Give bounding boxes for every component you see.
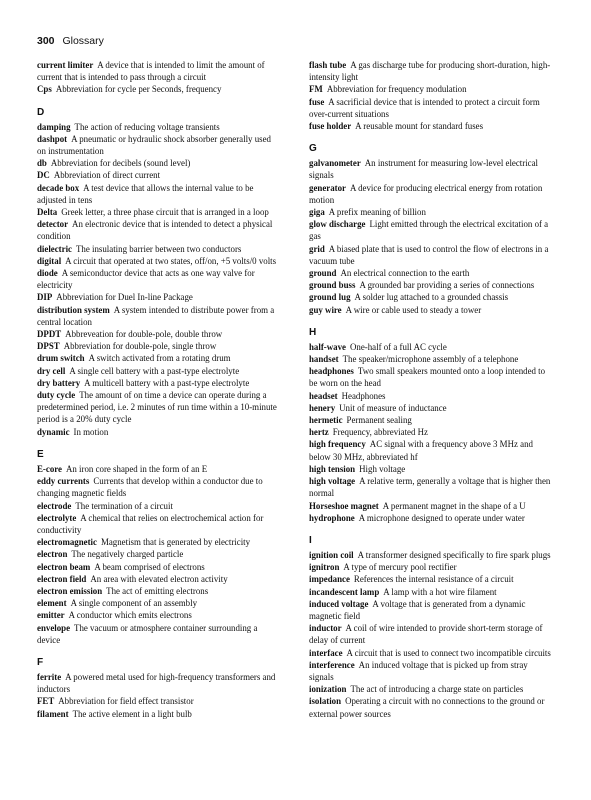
glossary-definition: A type of mercury pool rectifier — [343, 562, 457, 573]
glossary-definition: A prefix meaning of billion — [328, 207, 426, 218]
glossary-term: ground buss — [309, 280, 356, 291]
glossary-entry — [37, 548, 281, 560]
glossary-term: grid — [309, 243, 325, 254]
glossary-definition: Operating a circuit with no connections to the ground or external power sources — [309, 696, 545, 719]
glossary-entry — [37, 206, 281, 218]
glossary-entry — [37, 182, 281, 206]
glossary-definition: A test device that allows the internal value to be adjusted in tens — [37, 182, 254, 205]
glossary-definition: In motion — [73, 426, 109, 437]
glossary-definition: A lamp with a hot wire filament — [383, 586, 497, 597]
glossary-entry — [37, 585, 281, 597]
glossary-term: dashpot — [37, 133, 68, 144]
glossary-definition: Light emitted through the electrical excitation of a gas — [309, 219, 549, 242]
glossary-entry — [309, 59, 553, 83]
glossary-term: electron emission — [37, 585, 103, 596]
glossary-term: Horseshoe magnet — [309, 500, 379, 511]
glossary-term: Delta — [37, 207, 58, 218]
glossary-term: handset — [309, 354, 339, 365]
glossary-entry — [309, 341, 553, 353]
glossary-entry — [37, 291, 281, 303]
glossary-definition: A circuit that is used to connect two incompatible circuits — [346, 647, 551, 658]
glossary-entry — [37, 389, 281, 426]
glossary-entry — [37, 352, 281, 364]
glossary-definition: Abbreveation for double-pole, double throw — [65, 329, 223, 340]
glossary-definition: An induced voltage that is picked up from stray signals — [309, 659, 528, 682]
glossary-definition: A device that is intended to limit the amount of current that is intended to pass through a circuit — [37, 60, 265, 83]
glossary-term: eddy currents — [37, 476, 90, 487]
glossary-term: half-wave — [309, 341, 346, 352]
glossary-term: electrode — [37, 500, 72, 511]
section-heading: G — [309, 143, 317, 155]
glossary-term: DPDT — [37, 329, 62, 340]
glossary-entry — [37, 536, 281, 548]
glossary-entry — [309, 426, 553, 438]
glossary-definition: The vacuum or atmosphere container surrounding a device — [37, 622, 258, 645]
glossary-definition: A beam comprised of electrons — [94, 561, 205, 572]
glossary-column-left — [37, 59, 281, 720]
glossary-term: damping — [37, 121, 71, 132]
glossary-term: fuse — [309, 96, 325, 107]
glossary-entry — [309, 243, 553, 267]
glossary-term: dry cell — [37, 365, 66, 376]
glossary-term: impedance — [309, 574, 350, 585]
glossary-definition: One-half of a full AC cycle — [349, 341, 447, 352]
glossary-definition: A semiconductor device that acts as one way valve for electricity — [37, 268, 255, 291]
glossary-entry — [37, 83, 281, 95]
glossary-definition: A single component of an assembly — [70, 598, 198, 609]
glossary-term: DC — [37, 170, 50, 181]
glossary-definition: Abbreviation for decibels (sound level) — [50, 158, 191, 169]
glossary-definition: A chemical that relies on electrochemical action for conductivity — [37, 512, 264, 535]
glossary-term: decade box — [37, 182, 80, 193]
glossary-entry — [37, 695, 281, 707]
glossary-term: headphones — [309, 366, 354, 377]
glossary-entry — [309, 549, 553, 561]
section-heading: D — [37, 106, 45, 118]
glossary-definition: A solder lug attached to a grounded chassis — [354, 292, 509, 303]
glossary-term: ferrite — [37, 671, 62, 682]
glossary-term: digital — [37, 255, 62, 266]
glossary-entry — [309, 304, 553, 316]
glossary-term: electron beam — [37, 561, 91, 572]
glossary-term: electron — [37, 549, 68, 560]
glossary-definition: A powered metal used for high-frequency transformers and inductors — [37, 671, 276, 695]
glossary-term: ionization — [309, 684, 347, 695]
glossary-definition: The action of reducing voltage transients — [74, 121, 220, 132]
glossary-entry — [37, 500, 281, 512]
glossary-term: filament — [37, 708, 69, 719]
glossary-definition: A reusable mount for standard fuses — [355, 121, 484, 132]
glossary-term: guy wire — [309, 304, 342, 315]
glossary-term: distribution system — [37, 304, 110, 315]
glossary-definition: Currents that develop within a conductor due to changing magnetic fields — [37, 476, 263, 499]
glossary-term: dynamic — [37, 426, 70, 437]
glossary-definition: Headphones — [341, 390, 386, 401]
glossary-entry — [309, 475, 553, 499]
glossary-entry — [309, 573, 553, 585]
glossary-term: diode — [37, 268, 58, 279]
glossary-entry — [309, 365, 553, 389]
glossary-entry — [309, 206, 553, 218]
glossary-definition: Permanent sealing — [346, 415, 412, 426]
glossary-definition: The speaker/microphone assembly of a telephone — [342, 354, 519, 365]
glossary-definition: A wire or cable used to steady a tower — [345, 304, 482, 315]
glossary-entry — [309, 500, 553, 512]
glossary-entry — [309, 463, 553, 475]
glossary-term: high tension — [309, 463, 356, 474]
glossary-entry — [37, 133, 281, 157]
glossary-term: interference — [309, 659, 355, 670]
glossary-definition: A sacrificial device that is intended to protect a circuit form over-current situations — [309, 96, 540, 119]
glossary-entry — [37, 597, 281, 609]
glossary-term: DIP — [37, 292, 53, 303]
glossary-definition: The active element in a light bulb — [72, 708, 192, 719]
glossary-definition: A grounded bar providing a series of connections — [359, 280, 535, 291]
glossary-entry — [309, 414, 553, 426]
glossary-entry — [309, 182, 553, 206]
glossary-term: galvanometer — [309, 158, 361, 169]
glossary-term: high voltage — [309, 476, 356, 487]
glossary-term: hermetic — [309, 415, 343, 426]
page-header — [37, 35, 104, 47]
glossary-column-right — [309, 59, 553, 720]
glossary-definition: Abbreviation of direct current — [53, 170, 161, 181]
glossary-definition: A pneumatic or hydraulic shock absorber generally used on instrumentation — [37, 133, 271, 157]
glossary-entry — [37, 169, 281, 181]
page-number: 300 — [37, 35, 55, 47]
glossary-definition: Two small speakers mounted onto a loop intended to be worn on the head — [309, 366, 546, 389]
glossary-definition: An instrument for measuring low-level electrical signals — [309, 158, 539, 181]
glossary-entry — [37, 365, 281, 377]
glossary-term: FM — [309, 84, 323, 95]
glossary-entry — [309, 279, 553, 291]
glossary-entry — [37, 255, 281, 267]
glossary-definition: A circuit that operated at two states, off/on, +5 volts/0 volts — [65, 255, 277, 266]
glossary-term: envelope — [37, 622, 71, 633]
glossary-term: giga — [309, 207, 325, 218]
glossary-entry — [37, 121, 281, 133]
glossary-definition: An iron core shaped in the form of an E — [65, 463, 208, 474]
glossary-term: ground lug — [309, 292, 351, 303]
section-heading: F — [37, 656, 44, 668]
glossary-entry — [309, 218, 553, 242]
glossary-entry — [309, 96, 553, 120]
glossary-definition: A voltage that is generated from a dynamic magnetic field — [309, 598, 526, 621]
glossary-entry — [309, 390, 553, 402]
glossary-definition: A relative term, generally a voltage that is higher then normal — [309, 476, 551, 499]
glossary-term: interface — [309, 647, 343, 658]
glossary-definition: A transformer designed specifically to fire spark plugs — [357, 549, 551, 560]
glossary-definition: An electrical connection to the earth — [340, 268, 470, 279]
glossary-entry — [37, 708, 281, 720]
glossary-term: emitter — [37, 610, 65, 621]
glossary-entry — [37, 243, 281, 255]
glossary-term: detector — [37, 219, 69, 230]
glossary-definition: Abbreviation for double-pole, single throw — [63, 341, 217, 352]
running-title: Glossary — [62, 35, 104, 47]
glossary-term: FET — [37, 696, 55, 707]
glossary-term: dry battery — [37, 377, 81, 388]
glossary-entry — [309, 598, 553, 622]
glossary-entry — [309, 402, 553, 414]
glossary-entry — [37, 267, 281, 291]
glossary-term: element — [37, 598, 67, 609]
glossary-term: electromagnetic — [37, 537, 97, 548]
glossary-entry — [309, 647, 553, 659]
glossary-definition: Abbreviation for frequency modulation — [326, 84, 467, 95]
glossary-entry — [309, 586, 553, 598]
glossary-entry — [309, 622, 553, 646]
glossary-entry — [309, 683, 553, 695]
glossary-term: duty cycle — [37, 390, 76, 401]
glossary-definition: An area with elevated electron activity — [90, 573, 228, 584]
glossary-definition: Greek letter, a three phase circuit that is arranged in a loop — [61, 207, 269, 218]
glossary-definition: A multicell battery with a past-type electrolyte — [84, 377, 250, 388]
glossary-term: E-core — [37, 463, 62, 474]
glossary-entry — [309, 83, 553, 95]
glossary-entry — [37, 340, 281, 352]
glossary-entry — [309, 512, 553, 524]
glossary-definition: A device for producing electrical energy from rotation motion — [309, 182, 543, 205]
glossary-definition: Abbreviation for cycle per Seconds, frequency — [55, 84, 222, 95]
glossary-term: Cps — [37, 84, 52, 95]
glossary-definition: The act of emitting electrons — [106, 585, 209, 596]
glossary-term: ground — [309, 268, 337, 279]
glossary-term: induced voltage — [309, 598, 369, 609]
glossary-entry — [309, 438, 553, 462]
glossary-entry — [37, 377, 281, 389]
glossary-definition: Unit of measure of inductance — [339, 402, 447, 413]
glossary-entry — [309, 291, 553, 303]
glossary-entry — [37, 328, 281, 340]
glossary-definition: A system intended to distribute power from a central location — [37, 304, 275, 327]
glossary-entry — [37, 426, 281, 438]
glossary-entry — [37, 304, 281, 328]
glossary-definition: A conductor which emits electrons — [68, 610, 192, 621]
glossary-definition: A microphone designed to operate under water — [358, 512, 525, 523]
glossary-term: inductor — [309, 623, 342, 634]
section-heading: H — [309, 326, 317, 338]
glossary-definition: The amount of on time a device can operate during a predetermined period, i.e. 2 minutes of run time within a 10-minute period is a 20% duty cycle — [37, 390, 277, 425]
glossary-term: hertz — [309, 427, 329, 438]
section-heading: E — [37, 448, 44, 460]
glossary-definition: Frequency, abbreviated Hz — [332, 427, 428, 438]
glossary-entry — [37, 463, 281, 475]
glossary-definition: The termination of a circuit — [75, 500, 173, 511]
glossary-term: drum switch — [37, 353, 85, 364]
glossary-term: glow discharge — [309, 219, 366, 230]
glossary-entry — [37, 671, 281, 695]
glossary-term: ignitron — [309, 562, 340, 573]
glossary-term: high frequency — [309, 439, 366, 450]
glossary-entry — [309, 120, 553, 132]
glossary-definition: Abbreviation for field effect transistor — [58, 696, 194, 707]
glossary-definition: The negatively charged particle — [71, 549, 184, 560]
glossary-definition: The act of introducing a charge state on particles — [350, 684, 524, 695]
glossary-entry — [37, 218, 281, 242]
glossary-term: DPST — [37, 341, 60, 352]
glossary-entry — [37, 59, 281, 83]
glossary-definition: A single cell battery with a past-type electrolyte — [69, 365, 240, 376]
glossary-entry — [309, 267, 553, 279]
glossary-term: headset — [309, 390, 338, 401]
glossary-term: hydrophone — [309, 512, 355, 523]
glossary-entry — [37, 512, 281, 536]
glossary-entry — [309, 695, 553, 719]
glossary-entry — [309, 561, 553, 573]
section-heading: I — [309, 534, 312, 546]
glossary-term: ignition coil — [309, 549, 354, 560]
glossary-term: generator — [309, 182, 346, 193]
glossary-definition: A biased plate that is used to control the flow of electrons in a vacuum tube — [309, 243, 549, 266]
glossary-entry — [37, 573, 281, 585]
glossary-term: current limiter — [37, 60, 94, 70]
glossary-definition: The insulating barrier between two conductors — [75, 243, 242, 254]
glossary-term: incandescent lamp — [309, 586, 380, 597]
glossary-definition: Abbreviation for Duel In-line Package — [56, 292, 193, 303]
glossary-definition: Magnetism that is generated by electricity — [100, 537, 251, 548]
glossary-term: db — [37, 158, 47, 169]
glossary-term: dielectric — [37, 243, 72, 254]
glossary-entry — [309, 659, 553, 683]
glossary-term: isolation — [309, 696, 342, 707]
glossary-definition: An electronic device that is intended to detect a physical condition — [37, 219, 273, 242]
glossary-entry — [309, 353, 553, 365]
glossary-definition: A coil of wire intended to provide short-term storage of delay of current — [309, 623, 543, 646]
glossary-term: flash tube — [309, 60, 347, 70]
glossary-definition: A permanent magnet in the shape of a U — [382, 500, 526, 511]
glossary-term: henery — [309, 402, 336, 413]
glossary-definition: References the internal resistance of a circuit — [353, 574, 514, 585]
glossary-entry — [37, 475, 281, 499]
glossary-definition: A gas discharge tube for producing short-duration, high-intensity light — [309, 60, 551, 83]
glossary-entry — [309, 157, 553, 181]
glossary-entry — [37, 157, 281, 169]
glossary-entry — [37, 561, 281, 573]
glossary-term: electrolyte — [37, 512, 77, 523]
glossary-term: fuse holder — [309, 121, 352, 132]
glossary-definition: AC signal with a frequency above 3 MHz and below 30 MHz, abbreviated hf — [309, 439, 533, 462]
glossary-entry — [37, 622, 281, 646]
glossary-definition: High voltage — [359, 463, 406, 474]
glossary-definition: A switch activated from a rotating drum — [88, 353, 231, 364]
glossary-term: electron field — [37, 573, 87, 584]
glossary-entry — [37, 609, 281, 621]
